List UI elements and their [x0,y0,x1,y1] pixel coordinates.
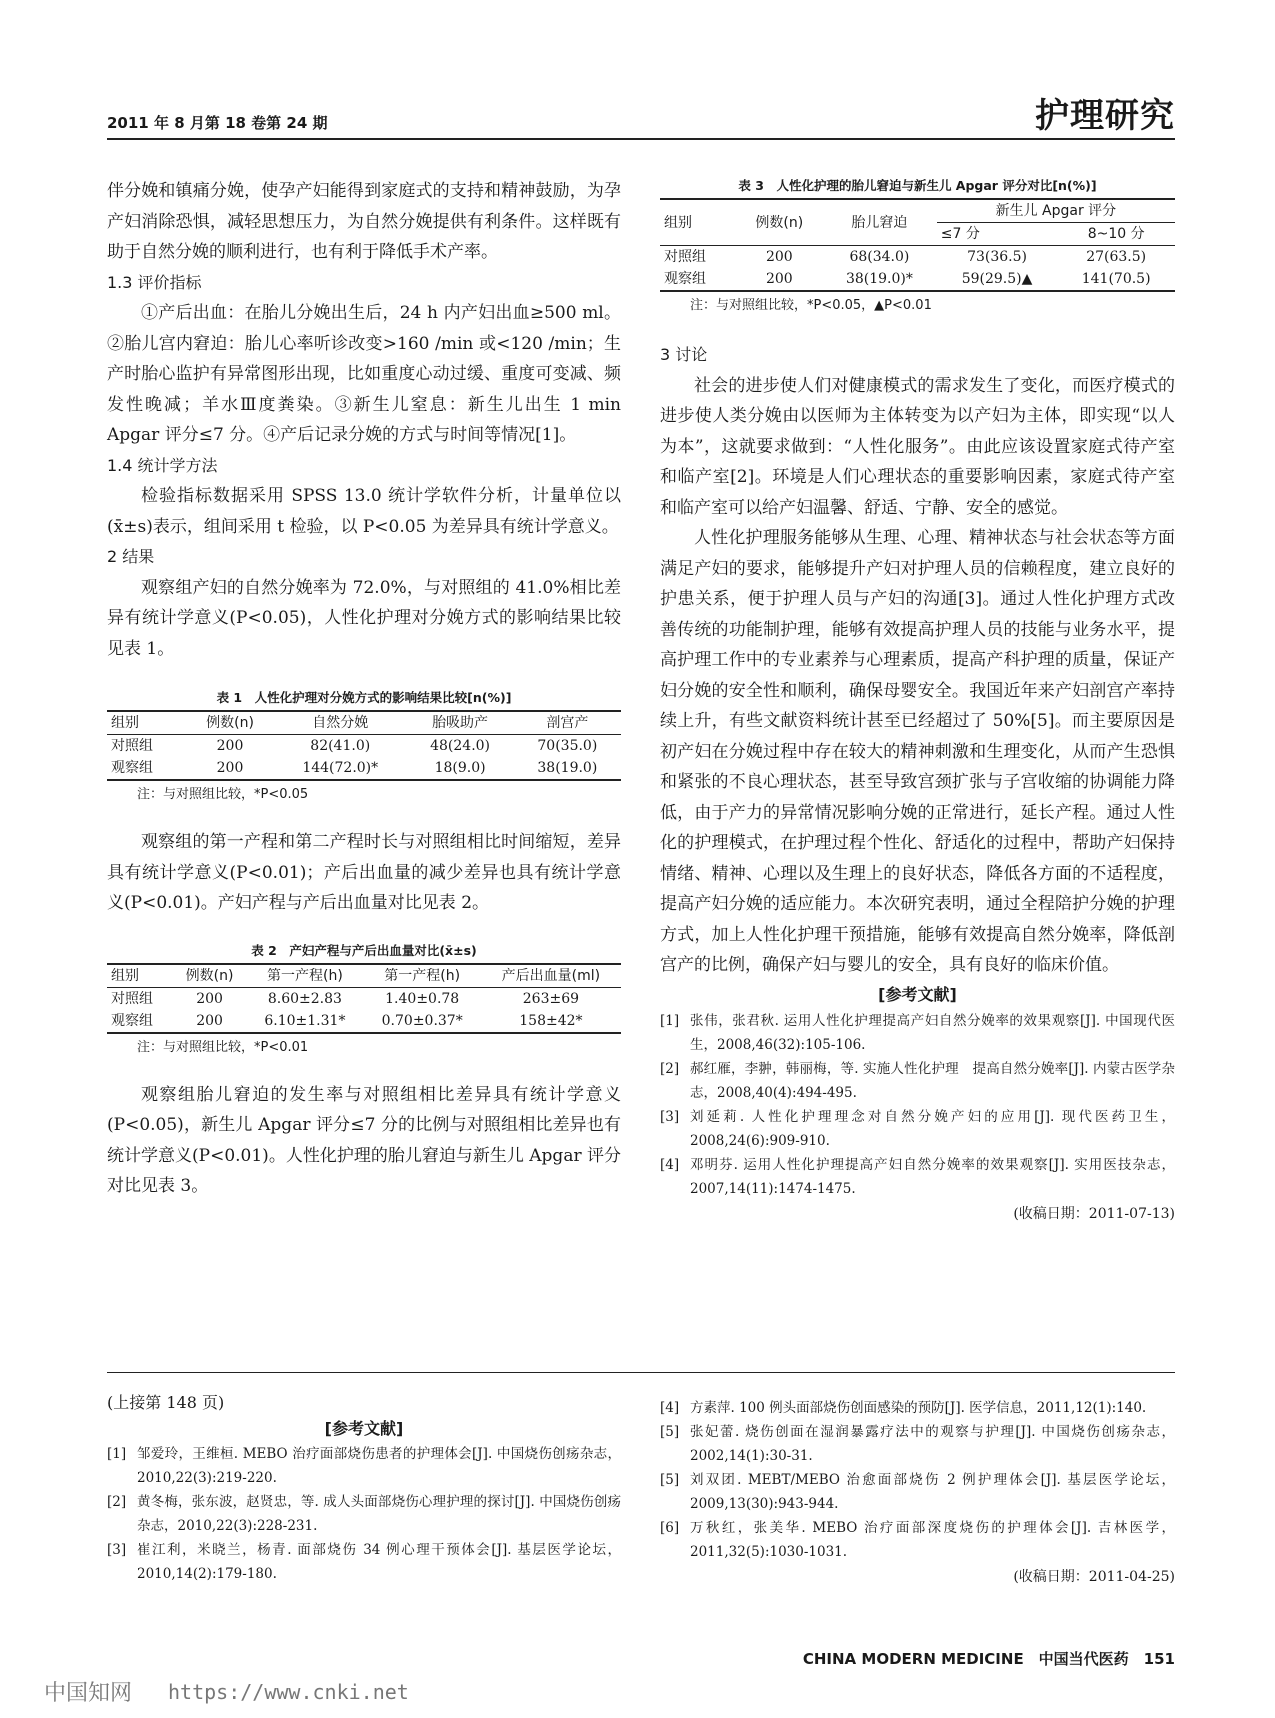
table-1 [107,688,621,805]
ref-number: [2] [660,1060,680,1077]
para-2c: 观察组胎儿窘迫的发生率与对照组相比差异具有统计学意义(P<0.05)，新生儿 Apgar 评分≤7 分的比例与对照组相比差异也有统计学意义(P<0.01)。人性化护理的胎儿窘迫与新生儿 Apgar 评分对比见表 3。 [107,1084,621,1196]
reference-item [660,1153,1175,1201]
table-cell: 70(35.0) [537,738,598,754]
header-rule [107,138,1175,140]
table-3-subheader: ≤7 分 [937,223,1058,246]
table-cell: 0.70±0.37* [364,1010,481,1033]
reference-item [660,1516,1175,1564]
ref-text: 刘双团. MEBT/MEBO 治愈面部烧伤 2 例护理体会[J]. 基层医学论坛，2009,13(30):943-944. [690,1472,1175,1512]
table-cell: 158±42* [481,1010,621,1033]
cnki-watermark: 中国知网 [44,1681,133,1706]
references-heading: [参考文献] [878,984,957,1004]
table-cell: 73(36.5) [967,249,1027,265]
ref-number: [5] [660,1472,680,1488]
issue-info: 2011 年 8 月第 18 卷第 24 期 [107,114,328,132]
ref-number: [5] [660,1424,680,1440]
table-cell: 200 [196,990,223,1007]
ref-number: [2] [107,1494,127,1510]
table-3-header: 新生儿 Apgar 评分 [937,199,1175,223]
table-1-note: 注：与对照组比较，*P<0.05 [137,787,309,802]
ref-number: [3] [660,1108,680,1125]
table-2-note: 注：与对照组比较，*P<0.01 [137,1039,309,1055]
heading-1-3: 1.3 评价指标 [107,272,202,292]
reference-item [107,1442,621,1490]
ref-text: 万秋红，张美华. MEBO 治疗面部深度烧伤的护理体会[J]. 吉林医学，2011,32(5):1030-1031. [690,1520,1175,1560]
received-date: (收稿日期：2011-07-13) [1013,1205,1175,1222]
table-row [660,246,1175,269]
ref-text: 郝红雁，李翀，韩丽梅，等. 实施人性化护理 提高自然分娩率[J]. 内蒙古医学杂志，2008,40(4):494-495. [690,1060,1175,1101]
ref-text: 刘延莉. 人性化护理理念对自然分娩产妇的应用[J]. 现代医药卫生，2008,24(6):909-910. [690,1108,1175,1149]
table-cell: 观察组 [107,757,186,780]
table-2-caption: 表 2 产妇产程与产后出血量对比(x̄±s) [251,942,477,958]
table-cell: 48(24.0) [430,738,491,754]
section-divider [107,1372,1175,1373]
ref-text: 崔江利，米晓兰，杨青. 面部烧伤 34 例心理干预体会[J]. 基层医学论坛，2010,14(2):179-180. [137,1542,621,1582]
table-cell: 200 [765,249,793,265]
table-3-header: 胎儿窘迫 [822,199,937,246]
ref-text: 黄冬梅，张东波，赵贤忠，等. 成人头面部烧伤心理护理的探讨[J]. 中国烧伤创疡杂志，2010,22(3):228-231. [137,1494,621,1534]
continued-references-heading: [参考文献] [324,1419,404,1438]
table-3-subheader: 8~10 分 [1057,223,1175,246]
ref-text: 邹爱玲，王维桓. MEBO 治疗面部烧伤患者的护理体会[J]. 中国烧伤创疡杂志，2010,22(3):219-220. [137,1446,621,1486]
para-2a: 观察组产妇的自然分娩率为 72.0%，与对照组的 41.0%相比差异有统计学意义(P<0.05)，人性化护理对分娩方式的影响结果比较见表 1。 [107,577,621,659]
table-row [660,268,1175,291]
references-list [660,1009,1175,1201]
table-1-caption: 表 1 人性化护理对分娩方式的影响结果比较[n(%)] [216,690,512,705]
table-1-header: 胎吸助产 [406,711,513,735]
ref-text: 邓明芬. 运用人性化护理提高产妇自然分娩率的效果观察[J]. 实用医技杂志，2007,14(11):1474-1475. [690,1156,1175,1197]
table-cell: 263±69 [522,990,580,1007]
table-cell: 8.60±2.83 [267,990,342,1007]
heading-3: 3 讨论 [660,345,708,364]
table-cell: 59(29.5)▲ [937,268,1058,291]
table-2 [107,941,621,1058]
table-cell: 27(63.5) [1086,249,1147,265]
continued-right [660,1396,1175,1590]
reference-item [660,1057,1175,1105]
table-row [107,987,621,1010]
table-cell: 6.10±1.31* [246,1010,363,1033]
para-3b: 人性化护理服务能够从生理、心理、精神状态与社会状态等方面满足产妇的要求，能够提升产妇对护理人员的信赖程度，建立良好的护患关系，便于护理人员与产妇的沟通[3]。通过人性化护理方式改善传统的功能制护理，能够有效提高护理人员的技能与业务水平，提高护理工作中的专业素养与心理素质，提高产科护理的质量，保证产妇分娩的安全性和顺利，确保母婴安全。我国近年来产妇剖宫产率持续上升，有些文献资料统计甚至已经超过了 50%[5]。而主要原因是初产妇在分娩过程中存在较大的精神刺激和生理变化，从而产生恐惧和紧张的不良心理状态，甚至导致宫颈扩张与子宫收缩的协调能力降低，由于产力的异常情况影响分娩的正常进行，延长产程。通过人性化的护理模式，在护理过程个性化、舒适化的过程中，帮助产妇保持情绪、精神、心理以及生理上的良好状态，降低各方面的不适程度，提高产妇分娩的适应能力。本次研究表明，通过全程陪护分娩的护理方式，加上人性化护理干预措施，能够有效提高自然分娩率，降低剖宫产的比例，确保产妇与婴儿的安全，具有良好的临床价值。 [660,528,1175,975]
reference-item [107,1538,621,1586]
cnki-url[interactable]: https://www.cnki.net [168,1680,409,1704]
reference-item [660,1009,1175,1057]
journal-footer: CHINA MODERN MEDICINE 中国当代医药 151 [802,1650,1175,1668]
table-1-header: 组别 [107,711,186,735]
right-column [660,176,1175,1227]
table-cell: 观察组 [660,268,737,291]
ref-text: 张妃蕾. 烧伤创面在湿润暴露疗法中的观察与护理[J]. 中国烧伤创疡杂志，2002,14(1):30-31. [690,1424,1175,1464]
para-1-3: ①产后出血：在胎儿分娩出生后，24 h 内产妇出血≥500 ml。②胎儿宫内窘迫：胎儿心率听诊改变>160 /min 或<120 /min；生产时胎心监护有异常图形出现，比如重度心动过缓、重度可变减、频发性晚减；羊水Ⅲ度粪染。③新生儿窒息：新生儿出生 1 min Apgar 评分≤7 分。④产后记录分娩的方式与时间等情况[1]。 [107,303,621,445]
table-cell: 观察组 [107,1010,173,1033]
ref-text: 张伟，张君秋. 运用人性化护理提高产妇自然分娩率的效果观察[J]. 中国现代医生，2008,46(32):105-106. [690,1012,1175,1053]
ref-number: [1] [660,1012,680,1029]
table-cell: 18(9.0) [406,757,513,780]
ref-number: [4] [660,1400,680,1416]
ref-number: [6] [660,1520,680,1536]
table-2-header: 第一产程(h) [246,964,363,988]
table-2-header: 组别 [107,964,173,988]
para-3a: 社会的进步使人们对健康模式的需求发生了变化，而医疗模式的进步使人类分娩由以医师为主体转变为以产妇为主体，即实现“以人为本”，这就要求做到：“人性化服务”。由此应该设置家庭式待产室和临产室[2]。环境是人们心理状态的重要影响因素，家庭式待产室和临产室可以给产妇温馨、舒适、宁静、安全的感觉。 [660,375,1175,518]
table-3-header: 组别 [660,199,737,246]
table-cell: 38(19.0)* [822,268,937,291]
table-cell: 对照组 [664,249,706,265]
section-title: 护理研究 [1035,96,1175,136]
ref-number: [4] [660,1156,680,1173]
table-3-caption: 表 3 人性化护理的胎儿窘迫与新生儿 Apgar 评分对比[n(%)] [738,178,1097,193]
continued-left [107,1390,621,1586]
table-1-header: 例数(n) [186,711,274,735]
table-cell: 对照组 [111,990,153,1007]
table-cell: 38(19.0) [514,757,621,780]
table-1-header: 自然分娩 [274,711,406,735]
table-2-header: 第一产程(h) [364,964,481,988]
ref-number: [3] [107,1542,127,1558]
table-2-header: 产后出血量(ml) [481,964,621,988]
table-cell: 200 [216,738,244,754]
table-3 [660,176,1175,316]
table-1-header: 剖宫产 [514,711,621,735]
reference-item [660,1396,1175,1420]
table-row [107,1010,621,1033]
table-cell: 82(41.0) [310,738,371,754]
table-cell: 200 [186,757,274,780]
table-2-header: 例数(n) [173,964,246,988]
reference-item [107,1490,621,1538]
table-row [107,735,621,758]
table-cell: 1.40±0.78 [385,990,460,1007]
table-cell: 200 [737,268,822,291]
reference-item [660,1105,1175,1153]
para-intro: 伴分娩和镇痛分娩，使孕产妇能得到家庭式的支持和精神鼓励，为孕产妇消除恐惧，减轻思想压力，为自然分娩提供有利条件。这样既有助于自然分娩的顺利进行，也有利于降低手术产率。 [107,181,621,262]
ref-number: [1] [107,1446,127,1462]
para-1-4: 检验指标数据采用 SPSS 13.0 统计学软件分析，计量单位以(x̄±s)表示，组间采用 t 检验，以 P<0.05 为差异具有统计学意义。 [107,486,621,537]
reference-item [660,1468,1175,1516]
reference-item [660,1420,1175,1468]
para-2b: 观察组的第一产程和第二产程时长与对照组相比时间缩短，差异具有统计学意义(P<0.01)；产后出血量的减少差异也具有统计学意义(P<0.01)。产妇产程与产后出血量对比见表 2。 [107,832,621,913]
table-3-note: 注：与对照组比较，*P<0.05，▲P<0.01 [690,298,932,313]
table-cell: 对照组 [111,738,153,754]
table-3-header: 例数(n) [737,199,822,246]
heading-2: 2 结果 [107,547,155,566]
table-cell: 200 [173,1010,246,1033]
continued-label: (上接第 148 页) [107,1393,225,1412]
table-cell: 144(72.0)* [274,757,406,780]
table-cell: 141(70.5) [1057,268,1175,291]
continued-received-date: (收稿日期：2011-04-25) [1013,1569,1175,1585]
table-cell: 68(34.0) [849,249,910,265]
left-column [107,176,621,1202]
heading-1-4: 1.4 统计学方法 [107,455,218,475]
table-row [107,757,621,780]
ref-text: 方素萍. 100 例头面部烧伤创面感染的预防[J]. 医学信息，2011,12(1):140. [690,1400,1147,1416]
